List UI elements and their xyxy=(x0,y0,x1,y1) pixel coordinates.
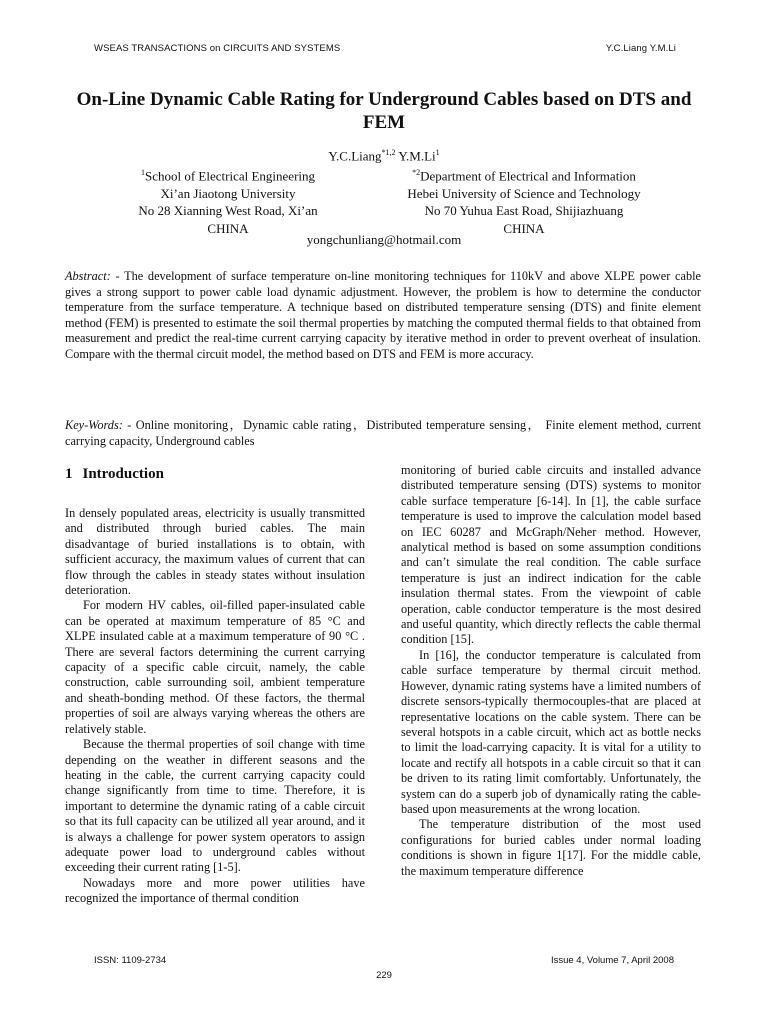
affiliation-line: School of Electrical Engineering xyxy=(144,168,316,184)
paragraph: In [16], the conductor temperature is calculated from cable surface temperature by thermal circuit method. However, dynamic rating systems have a limited numbers of discrete sensors-typically thermocouples-that are placed at representative locations on the cable system. There can be several hotspots in a cable circuit, which act as bottle necks to limit the load-carrying capacity. It is vital for a utility to locate and rectify all hotspots in a cable circuit so that it can be driven to its rating limit comfortably. Unfortunately, the system can do a superb job of dynamically rating the cable-based upon measurements at the wrong location. xyxy=(401,647,701,816)
section-heading xyxy=(65,466,164,483)
author-name: Y.M.Li xyxy=(398,148,436,164)
author-line xyxy=(0,148,768,164)
affiliation-line: Xi’an Jiaotong University xyxy=(160,185,296,201)
paragraph: Nowadays more and more power utilities have recognized the importance of thermal condition xyxy=(65,875,365,906)
page-number: 229 xyxy=(376,970,392,981)
footer-issn: ISSN: 1109-2734 xyxy=(94,955,167,966)
footer-issue: Issue 4, Volume 7, April 2008 xyxy=(550,955,674,966)
affiliation-line: Department of Electrical and Information xyxy=(420,168,636,184)
running-header-authors: Y.C.Liang Y.M.Li xyxy=(605,43,676,54)
keywords-text: - Online monitoring，Dynamic cable rating，Distributed temperature sensing， Finite element method, current carrying capacity, Underground cables xyxy=(65,418,701,448)
right-column xyxy=(401,463,701,879)
abstract xyxy=(65,269,701,363)
affiliation-line: CHINA xyxy=(207,220,249,236)
paragraph: The temperature distribution of the most used configurations for buried cables under normal loading conditions is shown in figure 1[17]. For the middle cable, the maximum temperature difference xyxy=(401,817,701,878)
affiliation-1 xyxy=(88,164,368,237)
affiliation-line: Hebei University of Science and Technology xyxy=(407,185,641,201)
section-title: Introduction xyxy=(82,466,164,482)
abstract-text: - The development of surface temperature on-line monitoring techniques for 110kV and above XLPE power cable gives a strong support to power cable load dynamic adjustment. However, the problem is how to determine the conductor temperature from the surface temperature. A technique based on distributed temperature sensing (DTS) and finite element method (FEM) is presented to estimate the soil thermal properties by matching the computed thermal fields to that obtained from measurement and predict the real-time current carrying capacity by iterative method in order to prevent overheat of insulation. Compare with the thermal circuit model, the method based on DTS and FEM is more accuracy. xyxy=(65,269,701,361)
affiliation-line: No 70 Yuhua East Road, Shijiazhuang xyxy=(424,203,624,219)
keywords xyxy=(65,418,701,449)
affiliation-mark: *2 xyxy=(412,168,421,177)
section-number: 1 xyxy=(65,466,73,482)
author-superscript: 1 xyxy=(435,148,440,157)
paragraph: Because the thermal properties of soil change with time depending on the weather in different seasons and the heating in the cable, the current carrying capacity could change significantly from time to time. Therefore, it is important to determine the dynamic rating of a cable circuit so that its full capacity can be utilized all year around, and it is always a challenge for power system operators to assign adequate power load to underground cables without exceeding their current rating [1-5]. xyxy=(65,737,365,875)
affiliation-line: CHINA xyxy=(503,220,545,236)
affiliation-mark: 1 xyxy=(140,168,145,177)
author-superscript: *1,2 xyxy=(381,148,396,157)
affiliation-2 xyxy=(374,164,674,237)
author-name: Y.C.Liang xyxy=(328,148,382,164)
paragraph: In densely populated areas, electricity is usually transmitted and distributed through buried cables. The main disadvantage of buried installations is to obtain, with sufficient accuracy, the maximum values of current that can flow through the cables in steady states without insulation deterioration. xyxy=(65,506,365,598)
author-email: yongchunliang@hotmail.com xyxy=(306,232,462,247)
paragraph: monitoring of buried cable circuits and installed advance distributed temperature sensing (DTS) systems to monitor cable surface temperature [6-14]. In [1], the cable surface temperature is used to improve the calculation model based on IEC 60287 and McGraph/Neher method. However, analytical method is based on some assumption conditions and can’t simulate the real condition. The cable surface temperature is just an indirect indication for the cable insulation thermal states. From the viewpoint of cable operation, cable conductor temperature is the most desired and useful quantity, which directly reflects the cable thermal condition [15]. xyxy=(401,463,701,647)
paragraph: For modern HV cables, oil-filled paper-insulated cable can be operated at maximum temperature of 85 °C and XLPE insulated cable at a maximum temperature of 90 °C . There are several factors determining the current carrying capacity of a specific cable circuit, namely, the cable construction, cable surrounding soil, ambient temperature and sheath-bonding method. Of these factors, the thermal properties of soil are always varying whereas the others are relatively stable. xyxy=(65,598,365,736)
affiliation-line: No 28 Xianning West Road, Xi’an xyxy=(138,203,318,219)
abstract-label: Abstract: xyxy=(65,269,111,283)
paper-title: On-Line Dynamic Cable Rating for Underground Cables based on DTS and FEM xyxy=(76,89,692,133)
running-header-journal: WSEAS TRANSACTIONS on CIRCUITS AND SYSTEMS xyxy=(94,43,341,54)
left-column xyxy=(65,506,365,907)
keywords-label: Key-Words: xyxy=(65,418,123,432)
